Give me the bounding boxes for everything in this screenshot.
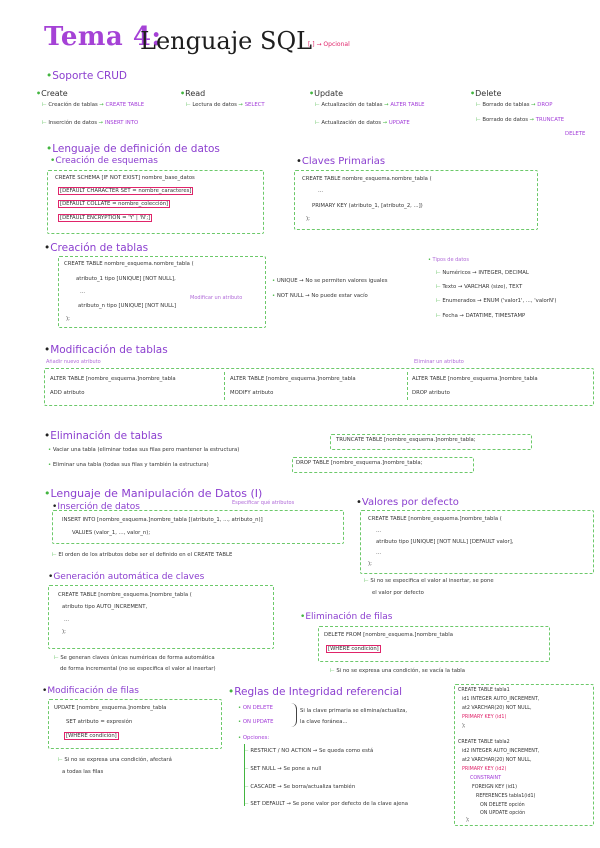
insercion-title: •Inserción de datos [52,502,140,512]
crud-delete-l3: DELETE [565,131,586,137]
elimfilas-note: ⊢ Si no se expresa una condición, se vacía la tabla [330,668,466,674]
modif-hint-add: Añadir nuevo atributo [46,359,101,365]
crud-read: •Read [180,89,206,98]
defecto-l1: CREATE TABLE [nombre_esquema.]nombre_tabla ( [368,516,502,522]
tipo-numericos: ⊢ Numéricos → INTEGER, DECIMAL [436,270,529,276]
reglas-onupdate: • ON UPDATE [238,719,274,725]
reglas-desc1: Si la clave primaria se elimina/actualiza, [300,708,408,714]
reglas-o3: ⊢ CASCADE → Se borra/actualiza también [244,784,356,790]
fk-t2-l1: CREATE TABLE tabla2 [458,740,510,745]
elimfilas-l2: [WHERE condición] [328,646,379,652]
modfilas-note2: a todas las filas [62,769,104,775]
claves-l3: PRIMARY KEY (atributo_1, [atributo_2, ...]) [312,203,423,209]
esquemas-l3-wrap [58,201,170,208]
esquemas-l4-wrap [58,215,152,222]
notnull-note: • NOT NULL → No puede estar vacío [272,293,368,299]
page-subtitle: Lenguaje SQL [140,27,313,55]
auto-title: •Generación automática de claves [48,572,205,582]
optional-legend: [ ] → Opcional [308,41,350,48]
crud-update-l2: ⊢ Actualización de datos → UPDATE [315,120,410,126]
reglas-opciones: • Opciones: [238,735,270,741]
insercion-hint: Especificar qué atributos [232,500,295,506]
reglas-desc2: la clave foránea... [300,719,348,725]
crud-delete-l1: ⊢ Borrado de tablas → DROP [476,102,553,108]
elim-l1: • Vaciar una tabla (eliminar todas sus filas pero mantener la estructura) [48,447,240,453]
tablas-l1: CREATE TABLE nombre_esquema.nombre_tabla ( [64,261,194,267]
fk-t2-l3: at2 VARCHAR(20) NOT NULL, [462,758,532,763]
defecto-note2: el valor por defecto [372,590,424,596]
elim-l2: • Eliminar una tabla (todas sus filas y también la estructura) [48,462,209,468]
reglas-ondelete: • ON DELETE [238,705,273,711]
tablas-l2: atributo_1 tipo [UNIQUE] [NOT NULL], [76,276,176,282]
fk-t1-l2: id1 INTEGER AUTO_INCREMENT, [462,697,540,702]
tablas-hint: Modificar un atributo [190,295,243,301]
modif-c2a: ALTER TABLE [nombre_esquema.]nombre_tabla [230,376,356,382]
auto-l1: CREATE TABLE [nombre_esquema.]nombre_tabla ( [58,592,192,598]
claves-title: •Claves Primarias [296,156,386,167]
modif-c1b: ADD atributo [50,390,85,396]
page-title: Tema 4: [44,22,162,52]
modfilas-title: •Modificación de filas [42,686,139,696]
fk-t2-l10: ); [466,818,470,823]
reglas-o2: ⊢ SET NULL → Se pone a null [244,766,322,772]
crud-create: •Create [36,89,68,98]
modif-divider-2 [407,372,408,400]
unique-note: • UNIQUE → No se permiten valores iguales [272,278,388,284]
reglas-title: •Reglas de Integridad referencial [228,686,403,698]
fk-t1-l3: at2 VARCHAR(20) NOT NULL, [462,706,532,711]
insercion-l2: VALUES (valor_1, ..., valor_n); [72,530,151,536]
fk-t1-l1: CREATE TABLE tabla1 [458,688,510,693]
elimfilas-l1: DELETE FROM [nombre_esquema.]nombre_tabla [324,632,453,638]
modif-title: •Modificación de tablas [44,344,168,356]
auto-note2: de forma incremental (no se especifica el valor al insertar) [60,666,216,672]
auto-l3: ... [64,617,70,623]
esquemas-title: •Creación de esquemas [50,156,158,166]
dml-heading: •Lenguaje de Manipulación de Datos (I) [44,487,263,500]
modfilas-note1: ⊢ Si no se expresa una condición, afectará [58,757,172,763]
elimfilas-title: •Eliminación de filas [300,612,393,622]
modfilas-l3-wrap [64,733,119,740]
elim-k2: DROP TABLE [nombre_esquema.]nombre_tabla; [296,460,423,466]
fk-t2-l9: ON UPDATE opción [480,811,526,816]
esquemas-l1: CREATE SCHEMA [IF NOT EXIST] nombre_base_datos [55,175,195,181]
crud-read-l1: ⊢ Lectura de datos → SELECT [186,102,265,108]
tablas-title: •Creación de tablas [44,242,149,254]
tablas-l5: ); [66,316,70,322]
fk-t2-l7: REFERENCES tabla1(id1) [476,794,536,799]
esquemas-l3: [DEFAULT COLLATE = nombre_colección] [60,201,169,207]
claves-l4: ); [306,216,310,222]
insercion-note: ⊢ El orden de los atributos debe ser el definido en el CREATE TABLE [52,552,233,558]
modfilas-l2: SET atributo = expresión [66,719,133,725]
crud-heading: •Soporte CRUD [46,70,128,82]
elim-title: •Eliminación de tablas [44,430,163,442]
tablas-l4: atributo_n tipo [UNIQUE] [NOT NULL] [78,303,177,309]
modif-hint-drop: Eliminar un atributo [414,359,464,365]
elim-k1: TRUNCATE TABLE [nombre_esquema.]nombre_tabla; [336,437,476,443]
tipo-texto: ⊢ Texto → VARCHAR (size), TEXT [436,284,523,290]
auto-note1: ⊢ Se generan claves únicas numéricas de forma automática [54,655,215,661]
crud-update-l1: ⊢ Actualización de tablas → ALTER TABLE [315,102,425,108]
defecto-l2: ... [376,528,382,534]
insercion-box [52,510,344,544]
crud-create-l2: ⊢ Inserción de datos → INSERT INTO [42,120,139,126]
reglas-o1: ⊢ RESTRICT / NO ACTION → Se queda como está [244,748,374,754]
reglas-brace [290,703,297,727]
fk-t2-l6: FOREIGN KEY (id1) [472,785,517,790]
modif-box [44,368,594,406]
defecto-l3: atributo tipo [UNIQUE] [NOT NULL] [DEFAULT valor], [376,539,514,545]
claves-l1: CREATE TABLE nombre_esquema.nombre_tabla ( [302,176,432,182]
defecto-l5: ); [368,561,372,567]
fk-t2-l8: ON DELETE opción [480,803,525,808]
auto-l2: atributo tipo AUTO_INCREMENT, [62,604,148,610]
defecto-title: •Valores por defecto [356,497,459,508]
modif-c3b: DROP atributo [412,390,450,396]
insercion-l1: INSERT INTO [nombre_esquema.]nombre_tabla [(atributo_1, ..., atributo_n)] [62,517,263,523]
modif-divider-1 [224,372,225,400]
tipo-enumerados: ⊢ Enumerados → ENUM ('valor1', ..., 'valorN') [436,298,557,304]
auto-l4: ); [62,629,66,635]
crud-create-l1: ⊢ Creación de tablas → CREATE TABLE [42,102,145,108]
defecto-l4: ... [376,550,382,556]
modfilas-l1: UPDATE [nombre_esquema.]nombre_tabla [54,705,167,711]
claves-l2: ... [318,188,324,194]
crud-update: •Update [309,89,344,98]
esquemas-l2: [DEFAULT CHARACTER SET = nombre_caracteres] [60,188,192,194]
fk-t2-l2: id2 INTEGER AUTO_INCREMENT, [462,749,540,754]
fk-t1-l4: PRIMARY KEY (id1) [462,715,507,720]
reglas-o4: ⊢ SET DEFAULT → Se pone valor por defecto de la clave ajena [244,801,408,807]
crud-delete: •Delete [470,89,502,98]
defecto-note1: ⊢ Si no se especifica el valor al insertar, se pone [364,578,494,584]
tipo-fecha: ⊢ Fecha → DATATIME, TIMESTAMP [436,313,526,319]
modif-c1a: ALTER TABLE [nombre_esquema.]nombre_tabla [50,376,176,382]
elimfilas-l2-wrap [326,646,381,653]
fk-t1-l5: ); [462,724,466,729]
modif-c2b: MODIFY atributo [230,390,274,396]
esquemas-l4: [DEFAULT ENCRYPTION = 'Y' | 'N';] [60,215,151,221]
crud-delete-l2: ⊢ Borrado de datos → TRUNCATE [476,117,565,123]
modif-c3a: ALTER TABLE [nombre_esquema.]nombre_tabla [412,376,538,382]
tipos-title: • Tipos de datos [428,257,469,263]
esquemas-l2-wrap [58,188,193,195]
fk-t2-l4: PRIMARY KEY (id2) [462,767,507,772]
tablas-l3: ... [80,289,86,295]
fk-t2-l5: CONSTRAINT [470,776,502,781]
ddl-heading: •Lenguaje de definición de datos [46,143,220,155]
modfilas-l3: [WHERE condición] [66,733,117,739]
